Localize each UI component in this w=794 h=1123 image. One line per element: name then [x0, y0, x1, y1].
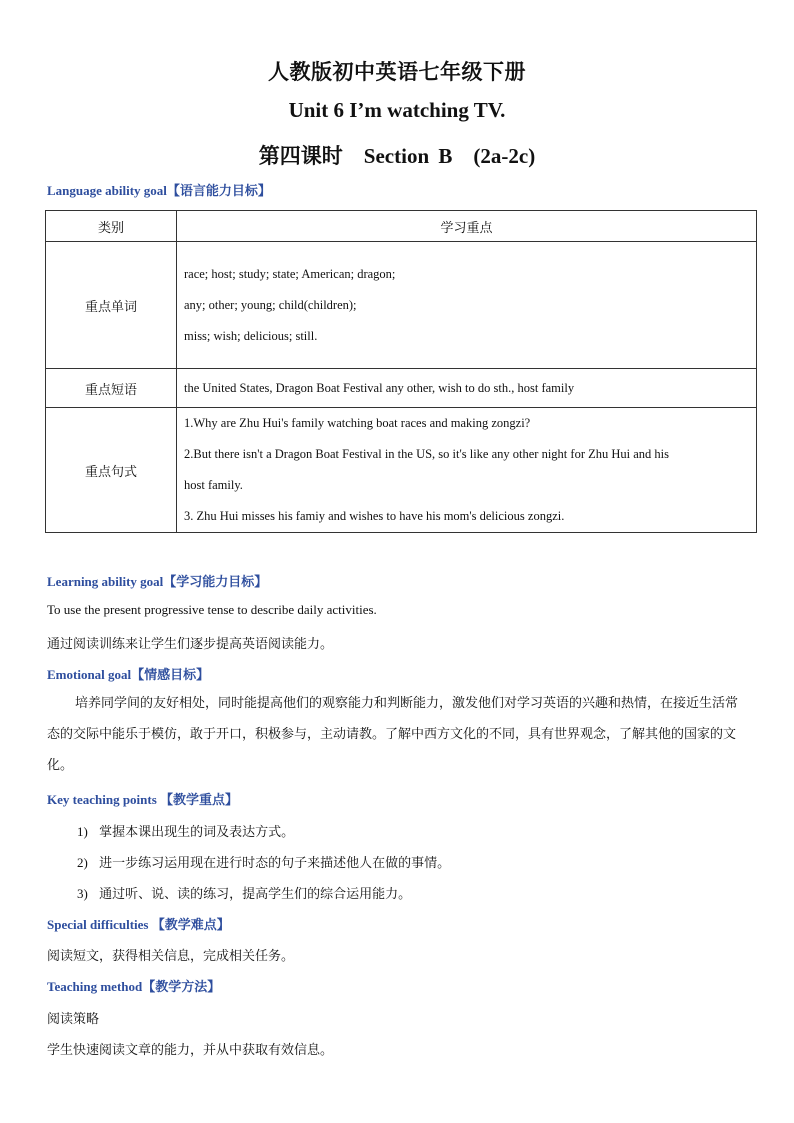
row-content-sentences: [177, 408, 757, 533]
column-header-category: 类别: [46, 211, 177, 242]
content-line: the United States, Dragon Boat Festival any other, wish to do sth., host family: [184, 380, 575, 395]
row-content-phrases: [177, 369, 757, 408]
method-heading: Teaching method【教学方法】: [47, 979, 221, 994]
language-goal-heading: Language ability goal【语言能力目标】: [47, 183, 271, 198]
table-row: [46, 242, 757, 369]
content-line: miss; wish; delicious; still.: [184, 329, 318, 343]
list-item-text: 通过听、说、读的练习，提高学生们的综合运用能力。: [99, 887, 412, 902]
unit-title: Unit 6 I’m watching TV.: [288, 98, 506, 122]
column-header-focus: 学习重点: [177, 211, 757, 242]
method-line-2: 学生快速阅读文章的能力，并从中获取有效信息。: [47, 1043, 334, 1058]
row-category-words: 重点单词: [46, 242, 177, 369]
list-item-text: 掌握本课出现生的词及表达方式。: [99, 825, 295, 840]
learning-goal-line-1: To use the present progressive tense to describe daily activities.: [47, 602, 377, 617]
lesson-title: 第四课时 Section B (2a-2c): [258, 144, 536, 168]
list-item-text: 进一步练习运用现在进行时态的句子来描述他人在做的事情。: [99, 856, 451, 871]
row-category-sentences: 重点句式: [46, 408, 177, 533]
list-item-number: 3): [77, 886, 88, 901]
table-header-row: [46, 211, 757, 242]
list-item-number: 1): [77, 824, 88, 839]
list-item: [77, 852, 450, 871]
content-line: race; host; study; state; American; dragon;: [184, 267, 396, 281]
learning-goal-line-2: 通过阅读训练来让学生们逐步提高英语阅读能力。: [47, 637, 334, 652]
key-points-heading: Key teaching points 【教学重点】: [47, 792, 239, 807]
row-content-words: [177, 242, 757, 369]
emotional-goal-text: 培养同学间的友好相处，同时能提高他们的观察能力和判断能力，激发他们对学习英语的兴趣和热情，在接近生活常态的交际中能乐于模仿，敢于开口，积极参与，主动请教。了解中西方文化的不同，具有世界观念，了解其他的国家的文化。: [47, 696, 739, 773]
table-row: [46, 369, 757, 408]
learning-goal-heading: Learning ability goal【学习能力目标】: [47, 574, 268, 589]
list-item: [77, 883, 411, 902]
table-row: [46, 408, 757, 533]
list-item-number: 2): [77, 855, 88, 870]
row-category-phrases: 重点短语: [46, 369, 177, 408]
language-goal-table: [45, 210, 757, 533]
difficulties-heading: Special difficulties 【教学难点】: [47, 917, 230, 932]
content-line: host family.: [184, 478, 243, 492]
document-title: 人教版初中英语七年级下册: [268, 60, 526, 84]
content-line: 3. Zhu Hui misses his famiy and wishes to have his mom's delicious zongzi.: [184, 509, 565, 523]
difficulties-text: 阅读短文，获得相关信息，完成相关任务。: [47, 949, 295, 964]
content-line: any; other; young; child(children);: [184, 298, 357, 312]
list-item: [77, 821, 294, 840]
content-line: 2.But there isn't a Dragon Boat Festival in the US, so it's like any other night for Zhu Hui and his: [184, 447, 669, 461]
content-line: 1.Why are Zhu Hui's family watching boat races and making zongzi?: [184, 416, 531, 430]
emotional-goal-heading: Emotional goal【情感目标】: [47, 667, 210, 682]
method-line-1: 阅读策略: [47, 1012, 100, 1027]
